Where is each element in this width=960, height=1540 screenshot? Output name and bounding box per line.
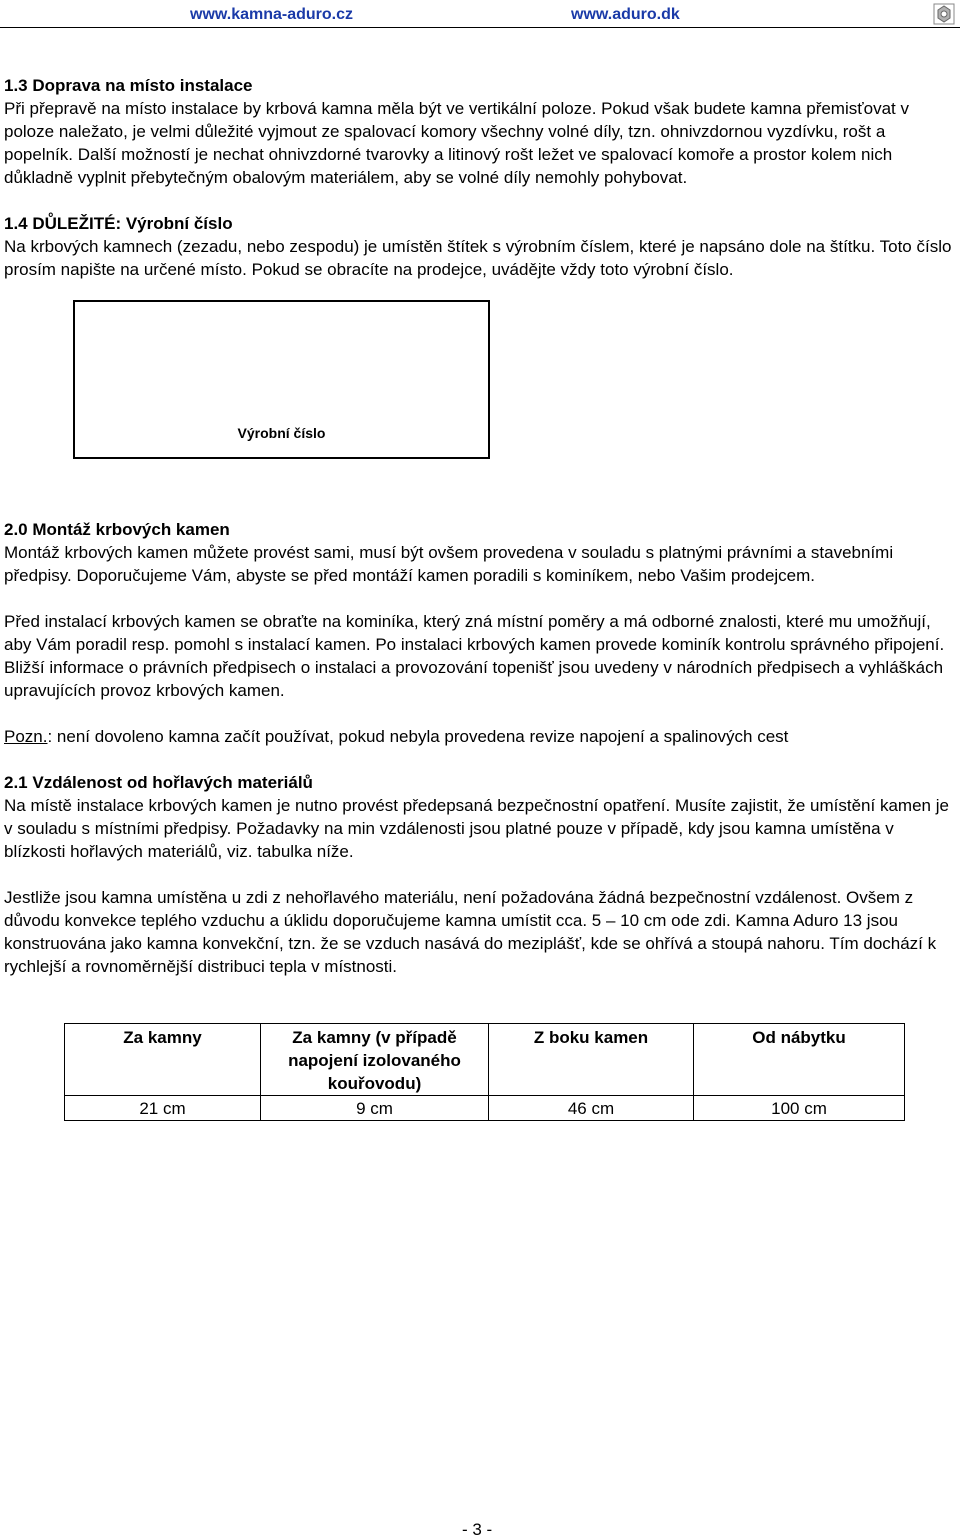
table-header-cell: Za kamny (v případě napojení izolovaného kouřovodu) — [261, 1024, 489, 1096]
document-body — [4, 74, 958, 1121]
serial-number-label: Výrobní číslo — [237, 425, 326, 441]
page-number: - 3 - — [462, 1520, 493, 1539]
header-link-aduro-dk[interactable]: www.aduro.dk — [571, 6, 680, 23]
corner-mark-icon — [932, 2, 956, 26]
page-header — [0, 5, 960, 25]
table-header-row — [65, 1024, 905, 1096]
section-2-0-heading: 2.0 Montáž krbových kamen — [4, 520, 230, 539]
section-1-4-heading: 1.4 DŮLEŽITÉ: Výrobní číslo — [4, 214, 233, 233]
section-2-0-para2: Před instalací krbových kamen se obraťte na kominíka, který zná místní poměry a má odborné znalosti, které mu umožňují, aby Vám poradil resp. pomohl s instalací kamen. Po instalaci krbových kamen provede kominík kontrolu správného připojení. Bližší informace o právních předpisech o instalaci a provozování topenišť jsou uvedeny v národních předpisech a vyhláškách upravujících provoz krbových kamen. — [4, 612, 945, 700]
table-header-cell: Za kamny — [65, 1024, 261, 1096]
section-2-0-para1: Montáž krbových kamen můžete provést sami, musí být ovšem provedena v souladu s platnými právními a stavebními předpisy. Doporučujeme Vám, abyste se před montáží kamen poradili s kominíkem, nebo Vašim prodejcem. — [4, 543, 894, 585]
header-link-kamna-aduro[interactable]: www.kamna-aduro.cz — [190, 6, 353, 23]
section-2-1-para2: Jestliže jsou kamna umístěna u zdi z nehořlavého materiálu, není požadována žádná bezpečnostní vzdálenost. Ovšem z důvodu konvekce teplého vzduchu a úklidu doporučujeme kamna umístit cca. 5 – 10 cm ode zdi. Kamna Aduro 13 jsou konstruována jako kamna konvekční, tzn. že se vzduch nasává do meziplášť, kde se ohřívá a stoupá nahoru. Tím dochází k rychlejší a rovnoměrnější distribuci tepla v místnosti. — [4, 888, 937, 976]
section-1-4-text: Na krbových kamnech (zezadu, nebo zespodu) je umístěn štítek s výrobním číslem, které je napsáno dole na štítku. Toto číslo prosím napište na určené místo. Pokud se obracíte na prodejce, uvádějte vždy toto výrobní číslo. — [4, 237, 952, 279]
note-text: : není dovoleno kamna začít používat, pokud nebyla provedena revize napojení a spalinových cest — [47, 727, 789, 746]
table-row — [65, 1096, 905, 1121]
distance-table — [64, 1023, 905, 1121]
table-cell: 21 cm — [65, 1096, 261, 1121]
serial-number-box — [73, 300, 490, 459]
table-header-cell: Od nábytku — [694, 1024, 905, 1096]
table-cell: 100 cm — [694, 1096, 905, 1121]
note-label: Pozn. — [4, 727, 48, 746]
table-cell: 9 cm — [261, 1096, 489, 1121]
table-header-cell: Z boku kamen — [489, 1024, 694, 1096]
section-2-1-para1: Na místě instalace krbových kamen je nutno provést předepsaná bezpečnostní opatření. Musíte zajistit, že umístění kamen je v souladu s místními předpisy. Požadavky na min vzdálenosti jsou platné pouze v případě, kdy jsou kamna umístěna v blízkosti hořlavých materiálů, viz. tabulka níže. — [4, 796, 949, 861]
section-1-3-text: Při přepravě na místo instalace by krbová kamna měla být ve vertikální poloze. Pokud však budete kamna přemisťovat v poloze naležato, je velmi důležité vyjmout ze spalovací komory všechny volné díly, tzn. ohnivzdornou vyzdívku, rošt a popelník. Další možností je nechat ohnivzdorné tvarovky a litinový rošt ležet ve spalovací komoře a prostor kolem nich důkladně vyplnit přebytečným obalovým materiálem, aby se volné díly nemohly pohybovat. — [4, 99, 909, 187]
section-2-1-heading: 2.1 Vzdálenost od hořlavých materiálů — [4, 773, 313, 792]
table-cell: 46 cm — [489, 1096, 694, 1121]
header-divider — [0, 27, 960, 28]
installation-note — [4, 725, 958, 748]
section-1-3-heading: 1.3 Doprava na místo instalace — [4, 76, 253, 95]
